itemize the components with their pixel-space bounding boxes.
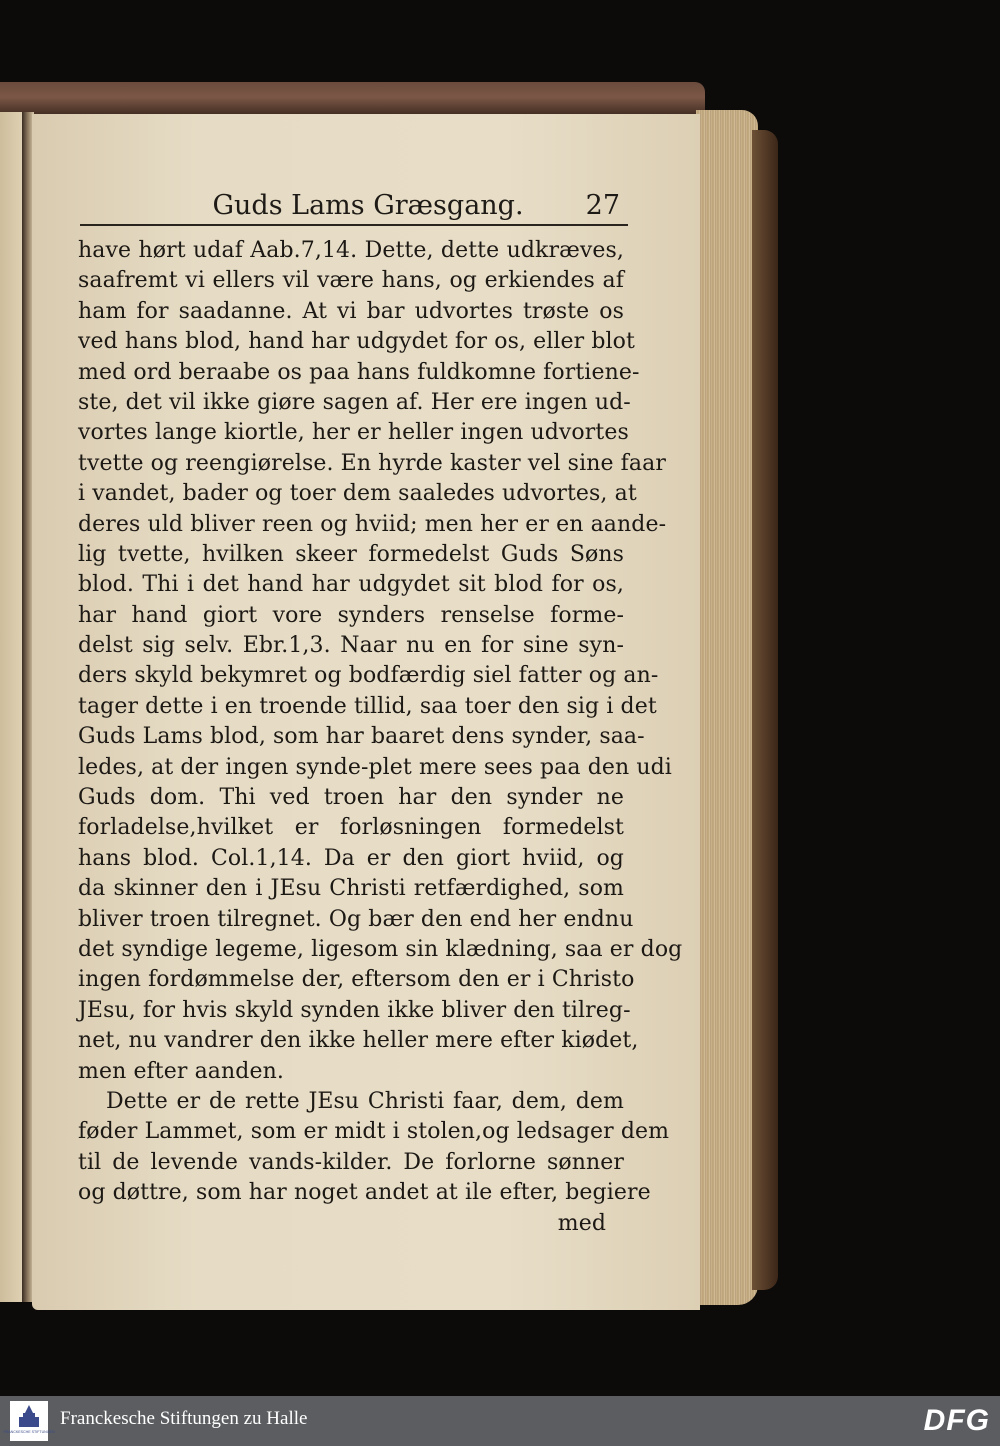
institution-name: Franckesche Stiftungen zu Halle [60,1408,308,1429]
francke-logo-icon [3,1401,55,1441]
catchword: med [557,1210,606,1236]
text-line: ders skyld bekymret og bodfærdig siel fatter og an- [78,663,659,689]
text-line: blod. Thi i det hand har udgydet sit blod for os, [78,572,624,598]
text-line: vortes lange kiortle, her er heller ingen udvortes [78,420,629,446]
text-line: ledes, at der ingen synde-plet mere sees paa den udi [78,754,672,780]
header-rule [80,224,628,226]
page-number: 27 [585,190,620,221]
dfg-logo: DFG [923,1404,990,1437]
viewer-footer [0,1396,1000,1446]
text-line: hans blod. Col.1,14. Da er den giort hviid, og [78,845,624,871]
text-line: ham for saadanne. At vi bar udvortes trøste os [78,298,624,324]
text-line: ingen fordømmelse der, eftersom den er i Christo [78,967,635,993]
text-line: saafremt vi ellers vil være hans, og erkiendes af [78,268,624,294]
text-line: da skinner den i JEsu Christi retfærdighed, som [78,876,624,902]
text-line: har hand giort vore synders renselse forme- [78,602,624,628]
text-line: have hørt udaf Aab.7,14. Dette, dette udkræves, [78,238,624,263]
text-line: i vandet, bader og toer dem saaledes udvortes, at [78,481,637,507]
body-text [78,236,683,1239]
page-header [80,190,628,230]
text-line: med ord beraabe os paa hans fuldkomne fortiene- [78,359,640,385]
text-line: JEsu, for hvis skyld synden ikke bliver den tilreg- [78,997,631,1023]
text-line: forladelse,hvilket er forløsningen formedelst [78,815,624,841]
text-line: men efter aanden. [78,1058,284,1084]
page-edges [696,110,758,1305]
text-line: det syndige legeme, ligesom sin klædning, saa er dog [78,936,683,962]
text-line: føder Lammet, som er midt i stolen,og ledsager dem [78,1119,670,1145]
text-line: tvette og reengiørelse. En hyrde kaster vel sine faar [78,450,666,476]
text-line: Guds dom. Thi ved troen har den synder ne [78,785,624,811]
text-line: net, nu vandrer den ikke heller mere efter kiødet, [78,1028,639,1054]
logo-text: FRANCKESCHE STIFTUNGEN [3,1430,55,1434]
text-line: delst sig selv. Ebr.1,3. Naar nu en for sine syn- [78,633,624,659]
text-line: Guds Lams blod, som har baaret dens synder, saa- [78,724,645,750]
running-title: Guds Lams Græsgang. [212,190,524,221]
text-line: bliver troen tilregnet. Og bær den end her endnu [78,906,634,932]
text-line: ste, det vil ikke giøre sagen af. Her ere ingen ud- [78,389,631,415]
text-line: og døttre, som har noget andet at ile efter, begiere [78,1180,651,1206]
text-line: tager dette i en troende tillid, saa toer den sig i det [78,693,657,719]
text-line: deres uld bliver reen og hviid; men her er en aande- [78,511,667,537]
text-line: Dette er de rette JEsu Christi faar, dem, dem [106,1088,624,1114]
left-page-edge [0,112,24,1302]
text-line: til de levende vands-kilder. De forlorne sønner [78,1149,624,1175]
cover-edge [752,130,778,1290]
book-cover [0,82,705,116]
text-line: ved hans blod, hand har udgydet for os, eller blot [78,329,635,355]
text-line: lig tvette, hvilken skeer formedelst Guds Søns [78,541,624,567]
